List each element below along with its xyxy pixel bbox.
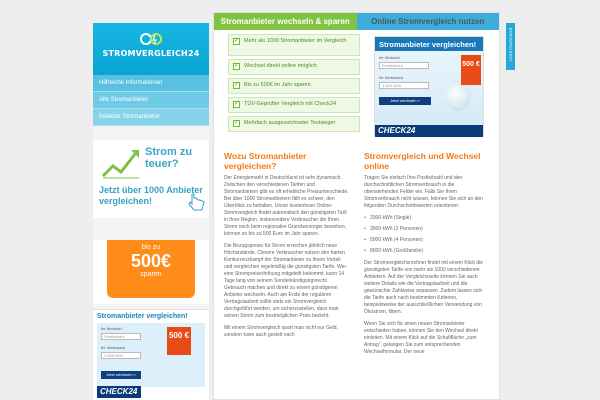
sidebar-verbrauch-label: Ihr Verbrauch [101, 345, 126, 350]
promo-strom-text: Strom zu teuer? [145, 146, 193, 170]
savings-label: sparen [140, 271, 162, 278]
feature-text: TÜV-Geprüfter Vergleich mit Check24 [244, 101, 337, 107]
check-icon: ✓ [234, 38, 240, 44]
savings-amount: 500€ [130, 251, 172, 271]
article-right-paragraph: Tragen Sie einfach Ihre Postleitzahl und den durchschnittlichen Stromverbrauch in die obenstehenden Felder ein. Falls Sie Ihren Stromverbrauch nicht wissen, können Sie sich an den folgenden Durchschnittswerten orientieren: [364, 175, 483, 209]
compare-submit-button[interactable]: Jetzt wechseln » [379, 97, 431, 105]
check-icon: ✓ [234, 63, 240, 69]
sidebar-nav [93, 75, 209, 126]
main-content [213, 12, 500, 400]
sidebar-item-alle-stromanbieter[interactable]: Alle Stromanbieter [93, 92, 209, 109]
feature-item [228, 78, 360, 94]
compare-widget-title: Stromanbieter vergleichen! [375, 37, 483, 51]
sidebar-check24-logo[interactable]: CHECK24 [97, 386, 141, 398]
sidebar-compare-title: Stromanbieter vergleichen! [97, 313, 188, 320]
sidebar-wohnort-input[interactable]: Postleitzahl [101, 333, 141, 340]
side-feedback-tab[interactable] [506, 23, 515, 70]
tab-stromanbieter-wechseln[interactable]: Stromanbieter wechseln & sparen [214, 13, 357, 30]
compare-widget [374, 36, 484, 136]
feature-item [228, 34, 360, 56]
logo[interactable] [93, 23, 209, 75]
sidebar-verbrauch-input[interactable]: 1.500 kWh [101, 352, 141, 359]
check-icon: ✓ [234, 101, 240, 107]
check24-logo[interactable]: CHECK24 [375, 125, 483, 137]
check-icon: ✓ [234, 120, 240, 126]
lightbulb-icon [445, 81, 471, 111]
sidebar-compare-form [97, 323, 205, 387]
logo-icon [136, 31, 166, 47]
promo-jetzt-text[interactable]: Jetzt über 1000 Anbieter vergleichen! [99, 185, 203, 206]
compare-widget-body [375, 51, 483, 125]
feature-text: Bis zu 500€ im Jahr sparen [244, 82, 311, 88]
article-right [364, 151, 486, 361]
article-right-paragraph: Der Stromvergleichsrechner findet mit einem Klick die günstigsten Tarife von mehr als 1000 verschiedenen Anbietern. Auf der Vergleichsseite können Sie auch weitere Details wie die Vertragslaufzeit und die gewünschte Zahlweise anpassen. Zudem lassen sich die Tarife auch nach bestimmten Kriterien, beispielsweise der ausschließlichen Verwendung von Ökostrom, filtern. [364, 260, 483, 315]
sidebar-item-hilfreiche-informationen[interactable]: Hilfreiche Informationen [93, 75, 209, 92]
pointing-hand-icon [188, 192, 206, 212]
verbrauch-input[interactable]: 1.500 kWh [379, 82, 429, 89]
verbrauch-label: Ihr Verbrauch [379, 75, 404, 80]
tab-bar [214, 13, 499, 30]
feature-text: Wechsel direkt online möglich [244, 63, 317, 69]
consumption-list [364, 215, 486, 255]
sidebar-compare-button[interactable]: Jetzt wechseln » [101, 371, 141, 379]
article-left [224, 151, 349, 344]
feature-list [228, 34, 360, 135]
tab-online-stromvergleich[interactable]: Online Stromvergleich nutzen [357, 13, 500, 30]
list-item: • 2000 kWh (Single) [364, 215, 486, 222]
savings-promo[interactable] [93, 240, 209, 304]
article-right-heading: Stromvergleich und Wechsel online [364, 151, 481, 171]
feature-item [228, 59, 360, 75]
feature-item [228, 116, 360, 132]
wohnort-input[interactable]: Postleitzahl [379, 62, 429, 69]
feature-item [228, 97, 360, 113]
logo-text: STROMVERGLEICH24 [102, 49, 200, 58]
article-left-heading: Wozu Stromanbieter vergleichen? [224, 151, 307, 171]
list-item: • 8000 kWh (Großfamilie) [364, 248, 486, 255]
savings-badge [107, 240, 195, 298]
top-area [214, 30, 499, 148]
feature-text: Mehrfach ausgezeichneter Testsieger [244, 120, 336, 126]
article-left-paragraph: Die Bezugspreise für Strom erreichen jährlich neue Höchststände. Clevere Verbraucher nutzen den harten Konkurrenzkampf der Stromanbieter zu ihrem Vorteil und vergleichen regelmäßig die günstigsten Tarife. Wer eine Strompreiserhöhung mitgeteilt bekommt, kann 14 Tage lang von seinem Sonderkündigungsrecht Gebrauch machen und direkt zu einem günstigeren Anbieter wechseln. Auch am Ende der regulären Vertragslaufzeit sollte stets ein Stromvergleich durchgeführt werden, um sicherzustellen, dass man seinen Strom zum bestmöglichen Preis bezieht. [224, 243, 347, 319]
article-left-paragraph: Der Energiemarkt in Deutschland ist sehr dynamisch. Zwischen den verschiedenen Tarifen und Stromanbietern gibt es oft erhebliche Preisunterschiede. Bei über 1000 Stromanbietern fällt es schwer, den Überblick zu behalten. Unser kostenloser Online-Stromvergleich findet automatisch den günstigsten Tarif in Ihrer Region, insbesondere Verbraucher die Ihren Strom noch beim regionalen Grundversorger beziehen, können so bis zu 500 Euro im Jahr sparen. [224, 175, 349, 237]
rising-chart-icon [101, 146, 141, 180]
side-tab-label: BARVERGLEICH [508, 27, 514, 62]
feature-text: Mehr als 1000 Stromanbieter im Vergleich [244, 38, 347, 44]
sidebar-compare-badge: 500 € [167, 327, 191, 355]
compare-badge: 500 € [461, 55, 481, 85]
check-icon: ✓ [234, 82, 240, 88]
sidebar-item-beliebte-stromanbieter[interactable]: Beliebte Stromanbieter [93, 109, 209, 126]
list-item: • 3500 kWh (2 Personen) [364, 226, 486, 233]
savings-bis: bis zu [141, 244, 161, 251]
sidebar-wohnort-label: Ihr Wohnort [101, 326, 122, 331]
wohnort-label: Ihr Wohnort [379, 55, 400, 60]
list-item: • 5000 kWh (4 Personen) [364, 237, 486, 244]
article-left-paragraph: Mit einem Stromvergleich spart man nicht nur Geld, sondern kann auch gezielt nach [224, 325, 338, 338]
article-right-paragraph: Wenn Sie sich für einen neuen Stromanbieter entschieden haben, können Sie den Wechsel direkt einleiten. Mit einem Klick auf die Schaltfläche „zum Antrag", gelangen Sie zum entsprechenden Wechselformular. Der neue [364, 321, 478, 355]
